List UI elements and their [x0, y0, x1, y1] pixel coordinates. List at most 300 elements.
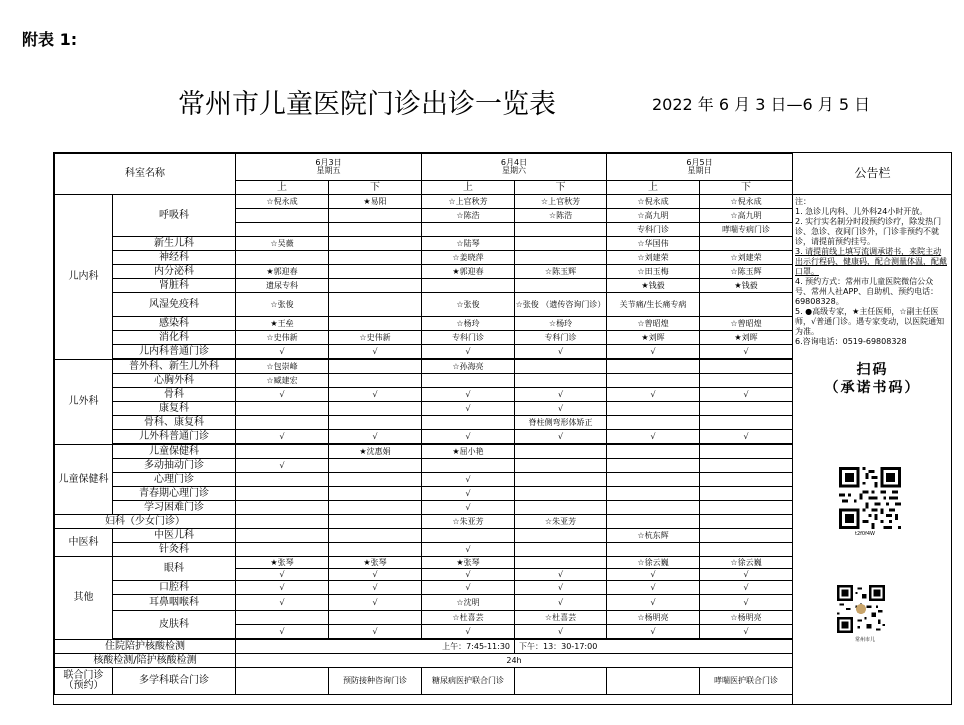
- cell: √: [236, 581, 329, 595]
- cell: [515, 473, 607, 487]
- cell: [607, 543, 700, 557]
- cell: √: [422, 402, 515, 416]
- cell: √: [607, 345, 700, 359]
- cell: ☆倪永成: [700, 195, 793, 209]
- table-row: [55, 611, 793, 625]
- table-row: [55, 360, 793, 374]
- notice-item: 5. ●高级专家，★主任医师，☆副主任医师，√普通门诊。遇专家变动，以医院通知为准。: [795, 307, 945, 336]
- cell: √: [607, 581, 700, 595]
- day-date: 6月5日: [686, 158, 713, 167]
- day-header-0: [236, 154, 422, 181]
- dept-name: 皮肤科: [113, 611, 236, 639]
- table-row: [55, 345, 793, 359]
- cell: √: [422, 487, 515, 501]
- cell: ★刘晖: [607, 331, 700, 345]
- cell: [700, 529, 793, 543]
- category-pediatrics: 儿内科: [55, 195, 113, 360]
- cell: √: [515, 581, 607, 595]
- page-title: 常州市儿童医院门诊出诊一览表: [178, 89, 556, 120]
- table-row: [55, 459, 793, 473]
- dept-name: 新生儿科: [113, 237, 236, 251]
- cell: [607, 515, 700, 529]
- cell: [236, 543, 329, 557]
- cell: [515, 529, 607, 543]
- table-row: [55, 416, 793, 430]
- cell: √: [515, 625, 607, 639]
- cell: [422, 279, 515, 293]
- cell: √: [329, 581, 422, 595]
- table-row: [55, 251, 793, 265]
- category-gyn: 妇科（少女门诊）: [55, 515, 236, 529]
- table-row: [55, 640, 793, 654]
- cell: √: [236, 625, 329, 639]
- cell: [329, 223, 422, 237]
- cell: ☆杜喜芸: [515, 611, 607, 625]
- cell: [515, 445, 607, 459]
- day-weekday: 星期日: [687, 166, 712, 175]
- cell: √: [236, 459, 329, 473]
- cell: ★屈小艳: [422, 445, 515, 459]
- dept-name: 风湿免疫科: [113, 293, 236, 317]
- cell: √: [236, 345, 329, 359]
- table-row: [55, 293, 793, 317]
- cell: [422, 374, 515, 388]
- notice-title: 公告栏: [793, 153, 952, 195]
- cell: ☆朱亚芳: [422, 515, 515, 529]
- cell: [515, 487, 607, 501]
- cell: [329, 529, 422, 543]
- cell: 24h: [236, 654, 793, 668]
- table-row: [55, 581, 793, 595]
- am-header: 上: [422, 181, 515, 195]
- notice-item: 4. 预约方式：常州市儿童医院微信公众号、常州人社APP、自助机、预约电话：69808328。: [795, 277, 939, 306]
- cell: ★沈惠娟: [329, 445, 422, 459]
- schedule-sheet: [53, 152, 952, 705]
- dept-name: 眼科: [113, 557, 236, 581]
- cell: [422, 416, 515, 430]
- cell: ☆陈浩: [515, 209, 607, 223]
- cell: 糖尿病医护联合门诊: [422, 668, 515, 695]
- annex-label: 附表 1:: [22, 30, 78, 49]
- cell: [236, 515, 329, 529]
- notice-body: [793, 195, 952, 347]
- cell: [329, 487, 422, 501]
- dept-name: 耳鼻咽喉科: [113, 595, 236, 611]
- pm-header: 下: [700, 181, 793, 195]
- cell: ☆孙海亮: [422, 360, 515, 374]
- cell: ★钱毅: [607, 279, 700, 293]
- cell: [329, 416, 422, 430]
- dept-name: 儿外科普通门诊: [113, 430, 236, 444]
- cell: √: [422, 430, 515, 444]
- dept-name: 住院陪护核酸检测: [55, 640, 236, 654]
- notice-item: 1. 急诊儿内科、儿外科24小时开放。: [795, 207, 928, 216]
- notice-item: 2. 实行实名制分时段预约诊疗，除发热门诊、急诊、夜间门诊外，门诊非预约不就诊，请提前预约挂号。: [795, 217, 942, 246]
- cell: [515, 237, 607, 251]
- dept-name: 儿童保健科: [113, 445, 236, 459]
- cell: √: [607, 569, 700, 581]
- cell: √: [607, 595, 700, 611]
- cell: ☆倪永成: [607, 195, 700, 209]
- cell: [236, 473, 329, 487]
- cell: [236, 209, 329, 223]
- cell: [700, 515, 793, 529]
- cell: [515, 543, 607, 557]
- cell: [607, 402, 700, 416]
- table-row: [55, 595, 793, 611]
- cell: ☆杭东辉: [607, 529, 700, 543]
- cell: √: [236, 595, 329, 611]
- cell: [422, 223, 515, 237]
- cell: [329, 279, 422, 293]
- table-row: [55, 430, 793, 444]
- qr-code-icon: [839, 467, 901, 529]
- cell: √: [329, 345, 422, 359]
- dept-name: 骨科、康复科: [113, 416, 236, 430]
- cell: [607, 668, 700, 695]
- cell: √: [515, 345, 607, 359]
- table-row: [55, 331, 793, 345]
- cell: [329, 611, 422, 625]
- table-row: [55, 529, 793, 543]
- table-row: [55, 473, 793, 487]
- cell: [607, 445, 700, 459]
- cell: [329, 501, 422, 515]
- cell: ☆臧建宏: [236, 374, 329, 388]
- cell: ☆上官秋芳: [515, 195, 607, 209]
- cell: √: [236, 430, 329, 444]
- cell: [700, 416, 793, 430]
- cell: [329, 543, 422, 557]
- table-row: [55, 195, 793, 209]
- day-weekday: 星期六: [502, 166, 526, 175]
- day-date: 6月4日: [500, 158, 528, 167]
- cell: [329, 473, 422, 487]
- cell: √: [515, 569, 607, 581]
- cell: √: [607, 625, 700, 639]
- cell: [236, 402, 329, 416]
- dept-name: 呼吸科: [113, 195, 236, 237]
- cell: ☆朱亚芳: [515, 515, 607, 529]
- cell: [700, 402, 793, 416]
- category-other: 其他: [55, 557, 113, 640]
- cell: [515, 459, 607, 473]
- dept-name: 学习困难门诊: [113, 501, 236, 515]
- cell: [515, 374, 607, 388]
- cell: [700, 374, 793, 388]
- cell: [515, 279, 607, 293]
- cell: [700, 487, 793, 501]
- table-row: [55, 501, 793, 515]
- cell: [700, 445, 793, 459]
- cell: ☆陆琴: [422, 237, 515, 251]
- cell: ☆姜晓萍: [422, 251, 515, 265]
- cell: [700, 543, 793, 557]
- cell: √: [700, 581, 793, 595]
- cell: [700, 501, 793, 515]
- cell: √: [515, 430, 607, 444]
- cell: [329, 317, 422, 331]
- dept-name: 儿内科普通门诊: [113, 345, 236, 359]
- cell: ☆杨明亮: [607, 611, 700, 625]
- cell: [607, 501, 700, 515]
- cell: 脊柱侧弯形体矫正: [515, 416, 607, 430]
- cell: ☆杨玲: [515, 317, 607, 331]
- dept-name: 心胸外科: [113, 374, 236, 388]
- cell: ☆陈玉辉: [515, 265, 607, 279]
- cell: [515, 557, 607, 569]
- cell: [700, 360, 793, 374]
- cell: 专科门诊: [422, 331, 515, 345]
- cell: ★郭迎春: [236, 265, 329, 279]
- dept-name: 肾脏科: [113, 279, 236, 293]
- category-surgery: 儿外科: [55, 360, 113, 445]
- scan-heading: [793, 361, 952, 397]
- cell: ☆倪永成: [236, 195, 329, 209]
- cell: √: [700, 595, 793, 611]
- cell: ☆史伟新: [329, 331, 422, 345]
- cell: √: [422, 569, 515, 581]
- cell: √: [329, 430, 422, 444]
- cell: √: [422, 388, 515, 402]
- cell: [515, 251, 607, 265]
- dept-name: 多动抽动门诊: [113, 459, 236, 473]
- cell: ☆刘建荣: [700, 251, 793, 265]
- table-row: [55, 668, 793, 695]
- cell: √: [329, 595, 422, 611]
- cell: ★张琴: [236, 557, 329, 569]
- cell: [236, 251, 329, 265]
- cell: [700, 237, 793, 251]
- cell: [607, 416, 700, 430]
- dept-name: 消化科: [113, 331, 236, 345]
- cell: ★钱毅: [700, 279, 793, 293]
- qr-caption: t2f0f4W: [855, 531, 875, 537]
- cell: [236, 223, 329, 237]
- pm-header: 下: [515, 181, 607, 195]
- day-date: 6月3日: [315, 158, 342, 167]
- table-row: [55, 654, 793, 668]
- dept-name: 内分泌科: [113, 265, 236, 279]
- cell: √: [515, 388, 607, 402]
- table-row: [55, 515, 793, 529]
- cell: ☆杜喜芸: [422, 611, 515, 625]
- am-header: 上: [236, 181, 329, 195]
- cell: [700, 459, 793, 473]
- cell: [236, 445, 329, 459]
- cell: ★郭迎春: [422, 265, 515, 279]
- cell: ★易阳: [329, 195, 422, 209]
- cell: √: [329, 569, 422, 581]
- cell: [422, 529, 515, 543]
- dept-name: 口腔科: [113, 581, 236, 595]
- cell: 专科门诊: [607, 223, 700, 237]
- day-header-2: [607, 154, 793, 181]
- cell: √: [422, 345, 515, 359]
- cell: √: [700, 430, 793, 444]
- day-weekday: 星期五: [316, 166, 341, 175]
- cell: [422, 459, 515, 473]
- cell: [329, 459, 422, 473]
- cell: ☆高九明: [700, 209, 793, 223]
- day-header-1: [422, 154, 607, 181]
- cell: [329, 237, 422, 251]
- cell: [607, 459, 700, 473]
- cell: ☆陈浩: [422, 209, 515, 223]
- dept-name: 神经科: [113, 251, 236, 265]
- table-row: [55, 402, 793, 416]
- qr-code-icon: [837, 585, 885, 633]
- cell: [607, 360, 700, 374]
- notice-item: 6.咨询电话：0519-69808328: [795, 337, 907, 346]
- cell: [236, 668, 329, 695]
- cell: [329, 515, 422, 529]
- am-header: 上: [607, 181, 700, 195]
- scan-title: 扫码: [856, 362, 889, 378]
- dept-name: 普外科、新生儿外科: [113, 360, 236, 374]
- cell: [329, 265, 422, 279]
- cell: ☆曾昭煌: [700, 317, 793, 331]
- category-joint: 联合门诊（预约）: [55, 668, 113, 695]
- cell: √: [607, 388, 700, 402]
- cell: √: [700, 388, 793, 402]
- dept-name: 中医儿科: [113, 529, 236, 543]
- cell: [700, 473, 793, 487]
- cell: 哮喘医护联合门诊: [700, 668, 793, 695]
- table-row: [55, 445, 793, 459]
- cell: [236, 611, 329, 625]
- cell: [236, 416, 329, 430]
- dept-name: 感染科: [113, 317, 236, 331]
- cell: 遗尿专科: [236, 279, 329, 293]
- cell: √: [236, 388, 329, 402]
- qr-caption: 常州市儿: [854, 637, 875, 643]
- cell: [236, 529, 329, 543]
- cell: ★王垒: [236, 317, 329, 331]
- cell: √: [329, 388, 422, 402]
- cell: ☆沈明: [422, 595, 515, 611]
- table-row: [55, 265, 793, 279]
- notice-label: 注：: [795, 197, 811, 206]
- date-range: 2022 年 6 月 3 日—6 月 5 日: [652, 95, 871, 114]
- table-row: [55, 487, 793, 501]
- dept-name: 针灸科: [113, 543, 236, 557]
- cell: √: [236, 569, 329, 581]
- cell: √: [422, 581, 515, 595]
- cell: √: [422, 501, 515, 515]
- cell: 哮喘专病门诊: [700, 223, 793, 237]
- cell: ☆徐云巍: [607, 557, 700, 569]
- cell: 关节痛/生长痛专病: [607, 293, 700, 317]
- dept-name: 多学科联合门诊: [113, 668, 236, 695]
- cell: 预防接种咨询门诊: [329, 668, 422, 695]
- cell: [700, 293, 793, 317]
- cell: ☆徐云巍: [700, 557, 793, 569]
- cell: √: [422, 473, 515, 487]
- cell: [329, 360, 422, 374]
- cell: ☆曾昭煌: [607, 317, 700, 331]
- cell: [515, 501, 607, 515]
- cell: ☆杨玲: [422, 317, 515, 331]
- cell: √: [607, 430, 700, 444]
- dept-name: 骨科: [113, 388, 236, 402]
- cell: 专科门诊: [515, 331, 607, 345]
- cell: [607, 487, 700, 501]
- cell: [515, 223, 607, 237]
- cell: [607, 374, 700, 388]
- cell: √: [329, 625, 422, 639]
- cell: ☆张俊 （遗传咨询门诊）: [515, 293, 607, 317]
- table-row: [55, 543, 793, 557]
- pm-header: 下: [329, 181, 422, 195]
- cell: ★张琴: [329, 557, 422, 569]
- dept-name: 青春期心理门诊: [113, 487, 236, 501]
- cell: √: [515, 402, 607, 416]
- dept-header: 科室名称: [55, 154, 236, 195]
- cell: √: [700, 625, 793, 639]
- cell: ☆杨明亮: [700, 611, 793, 625]
- cell: [329, 293, 422, 317]
- notice-item: 3. 请提前线上填写流调承诺书，来院主动出示行程码、健康码，配合测量体温，配戴口罩。: [795, 247, 947, 276]
- scan-subtitle: （承诺书码）: [824, 380, 921, 397]
- cell: [329, 251, 422, 265]
- table-row: [55, 388, 793, 402]
- cell: ☆包崇峰: [236, 360, 329, 374]
- cell: [329, 402, 422, 416]
- cell: ☆陈玉辉: [700, 265, 793, 279]
- cell: √: [700, 569, 793, 581]
- cell: √: [422, 625, 515, 639]
- cell: √: [515, 595, 607, 611]
- cell: 上午：7:45-11:30: [236, 640, 515, 654]
- cell: √: [422, 543, 515, 557]
- cell: ☆高九明: [607, 209, 700, 223]
- cell: 下午：13：30-17:00: [515, 640, 793, 654]
- cell: [607, 473, 700, 487]
- dept-name: 核酸检测/陪护核酸检测: [55, 654, 236, 668]
- cell: [515, 668, 607, 695]
- cell: [236, 501, 329, 515]
- header-row-days: [55, 154, 793, 181]
- cell: √: [700, 345, 793, 359]
- cell: ☆田玉梅: [607, 265, 700, 279]
- cell: ☆张俊: [422, 293, 515, 317]
- schedule-table: [54, 153, 793, 695]
- table-row: [55, 237, 793, 251]
- cell: [515, 360, 607, 374]
- table-row: [55, 374, 793, 388]
- cell: ☆华国伟: [607, 237, 700, 251]
- cell: [236, 487, 329, 501]
- category-tcm: 中医科: [55, 529, 113, 557]
- table-row: [55, 317, 793, 331]
- dept-name: 康复科: [113, 402, 236, 416]
- cell: ★刘晖: [700, 331, 793, 345]
- table-row: [55, 279, 793, 293]
- cell: ★张琴: [422, 557, 515, 569]
- cell: ☆张俊: [236, 293, 329, 317]
- cell: ☆上官秋芳: [422, 195, 515, 209]
- cell: [329, 374, 422, 388]
- cell: ☆吴薇: [236, 237, 329, 251]
- cell: [329, 209, 422, 223]
- table-row: [55, 557, 793, 569]
- cell: ☆史伟新: [236, 331, 329, 345]
- notice-board: [792, 153, 952, 704]
- cell: ☆刘建荣: [607, 251, 700, 265]
- dept-name: 心理门诊: [113, 473, 236, 487]
- category-healthcare: 儿童保健科: [55, 445, 113, 515]
